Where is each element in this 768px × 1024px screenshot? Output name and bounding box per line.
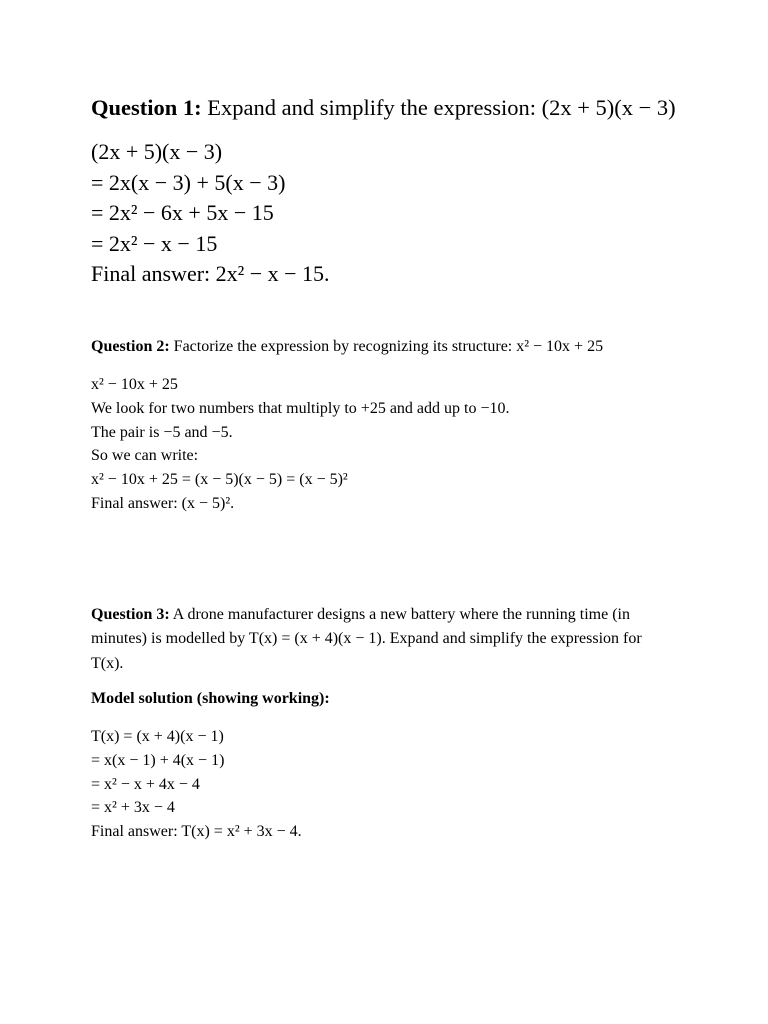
question-1-working (91, 137, 330, 290)
question-3-heading (91, 603, 676, 676)
question-2-step: x² − 10x + 25 = (x − 5)(x − 5) = (x − 5)² (91, 471, 348, 489)
question-2-step: We look for two numbers that multiply to +25 and add up to −10. (91, 399, 510, 417)
question-3-label: Question 3: (91, 606, 170, 623)
question-2-final-answer: Final answer: (x − 5)². (91, 494, 235, 512)
question-1-label: Question 1: (91, 95, 202, 120)
question-3-final-answer: Final answer: T(x) = x² + 3x − 4. (91, 823, 302, 841)
question-1-heading (91, 94, 751, 122)
question-1-step: = 2x(x − 3) + 5(x − 3) (91, 169, 286, 195)
question-2-working (91, 373, 509, 516)
question-1-final-answer: Final answer: 2x² − x − 15. (91, 261, 330, 287)
model-solution-label: Model solution (showing working): (91, 690, 330, 707)
question-1-step: = 2x² − x − 15 (91, 230, 218, 256)
question-3-prompt: A drone manufacturer designs a new battery where the running time (in minutes) is modelled by T(x) = (x + 4)(x − 1). Expand and simplify the expression for T(x). (91, 606, 642, 672)
question-3-step: = x² − x + 4x − 4 (91, 775, 200, 793)
question-2-step: So we can write: (91, 447, 199, 465)
question-2-step: x² − 10x + 25 (91, 376, 178, 393)
question-2-label: Question 2: (91, 338, 170, 355)
question-1-step: (2x + 5)(x − 3) (91, 139, 223, 164)
question-3-step: = x(x − 1) + 4(x − 1) (91, 751, 225, 769)
question-1-step: = 2x² − 6x + 5x − 15 (91, 200, 274, 226)
question-3-step: T(x) = (x + 4)(x − 1) (91, 728, 224, 745)
question-3-step: = x² + 3x − 4 (91, 799, 175, 817)
question-2-heading (91, 337, 751, 357)
question-2-step: The pair is −5 and −5. (91, 423, 233, 441)
question-3-working (91, 725, 302, 844)
question-2-prompt: Factorize the expression by recognizing its structure: x² − 10x + 25 (169, 338, 604, 355)
question-1-prompt: Expand and simplify the expression: (2x + 5)(x − 3) (201, 95, 676, 120)
